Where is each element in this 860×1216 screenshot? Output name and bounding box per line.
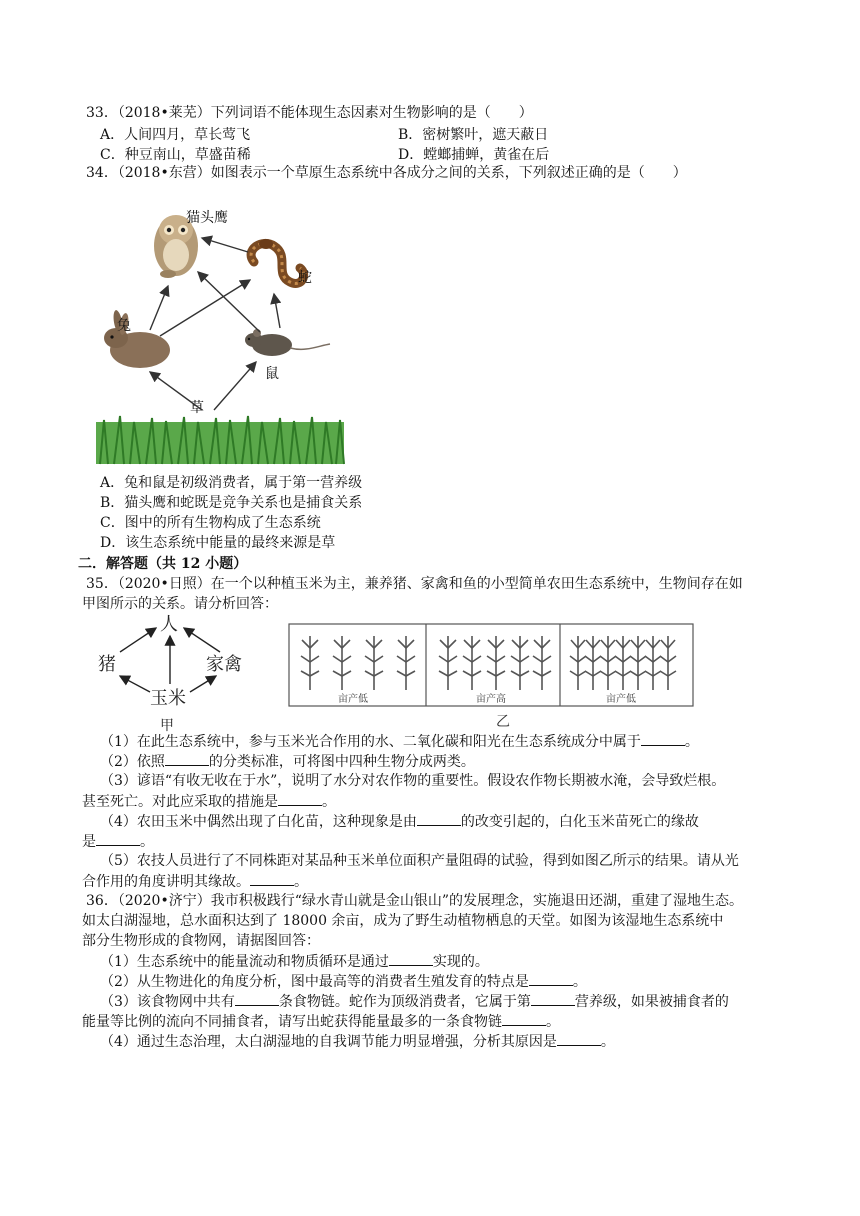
yi-panel1-plants — [301, 636, 415, 690]
rabbit-label: 兔 — [117, 318, 131, 334]
jia-caption: 甲 — [160, 718, 174, 734]
q36-stem-line3: 部分生物形成的食物网，请据图回答： — [82, 933, 320, 949]
yi-panel3-plants — [570, 636, 676, 690]
q35-part3-line2: 甚至死亡。对此应采取的措施是 。 — [82, 794, 336, 810]
q33-option-c: C．种豆南山，草盛苗稀 — [100, 147, 251, 163]
q34-option-d: D．该生态系统中能量的最终来源是草 — [100, 535, 336, 551]
q36-blank-2[interactable] — [529, 972, 573, 986]
q33-option-b: B．密树繁叶，遮天蔽日 — [398, 127, 549, 143]
q36-part4: （4）通过生态治理，太白湖湿地的自我调节能力明显增强，分析其原因是 。 — [100, 1034, 615, 1050]
owl-label: 猫头鹰 — [186, 210, 228, 226]
q36-part3-line1: （3）该食物网中共有 条食物链。蛇作为顶级消费者，它属于第 营养级，如果被捕食者的 — [100, 994, 729, 1010]
q35-part2: （2）依照 的分类标准，可将图中四种生物分成两类。 — [100, 754, 475, 770]
q35-part1: （1）在此生态系统中，参与玉米光合作用的水、二氧化碳和阳光在生态系统成分中属于 。 — [100, 734, 699, 750]
mouse-image — [245, 329, 330, 356]
q35-blank-5[interactable] — [96, 832, 140, 846]
q34-option-b: B．猫头鹰和蛇既是竞争关系也是捕食关系 — [100, 495, 363, 511]
q36-blank-4[interactable] — [531, 992, 575, 1006]
q36-part3-line2: 能量等比例的流向不同捕食者，请写出蛇获得能量最多的一条食物链 。 — [82, 1014, 560, 1030]
section-heading: 二．解答题（共 12 小题） — [78, 556, 248, 572]
jia-corn-label: 玉米 — [150, 688, 186, 709]
grass-label: 草 — [190, 400, 204, 416]
q36-part1: （1）生态系统中的能量流动和物质循环是通过 实现的。 — [100, 954, 489, 970]
q35-blank-3[interactable] — [278, 792, 322, 806]
q35-blank-1[interactable] — [641, 732, 685, 746]
q35-part5-line2: 合作用的角度讲明其缘故。 。 — [82, 874, 308, 890]
q36-blank-6[interactable] — [557, 1032, 601, 1046]
snake-image — [251, 239, 304, 283]
q34-stem: 34．（2018•东营）如图表示一个草原生态系统中各成分之间的关系，下列叙述正确的是（ ） — [86, 165, 687, 181]
q36-part2: （2）从生物进化的角度分析，图中最高等的消费者生殖发育的特点是 。 — [100, 974, 587, 990]
q35-blank-4[interactable] — [417, 812, 461, 826]
q35-part3-line1: （3）谚语“有收无收在于水”，说明了水分对农作物的重要性。假设农作物长期被水淹，会导致烂根。 — [100, 773, 726, 789]
rabbit-image — [104, 309, 170, 368]
q36-stem-line2: 如太白湖湿地，总水面积达到了 18000 余亩，成为了野生动植物栖息的天堂。如图为该湿地生态系统中 — [82, 913, 724, 929]
snake-label: 蛇 — [298, 270, 312, 286]
q34-option-c: C．图中的所有生物构成了生态系统 — [100, 515, 321, 531]
q33-option-a: A．人间四月，草长莺飞 — [100, 127, 251, 143]
yi-panel1-label: 亩产低 — [338, 694, 368, 705]
figure-yi — [288, 618, 696, 730]
q35-part5-line1: （5）农技人员进行了不同株距对某品种玉米单位面积产量阻碍的试验，得到如图乙所示的结果。请从光 — [100, 853, 739, 869]
food-web-figure — [94, 200, 356, 468]
yi-panel3-label: 亩产低 — [606, 694, 636, 705]
jia-arrows — [120, 628, 220, 692]
yi-caption: 乙 — [496, 714, 510, 730]
q33-stem: 33．（2018•莱芜）下列词语不能体现生态因素对生物影响的是（ ） — [86, 105, 533, 121]
yi-corn-plants — [301, 636, 676, 690]
mouse-label: 鼠 — [265, 366, 279, 382]
q36-stem-line1: 36．（2020•济宁）我市积极践行“绿水青山就是金山银山”的发展理念，实施退田还湖，重建了湿地生态。 — [86, 893, 744, 909]
jia-poultry-label: 家禽 — [206, 654, 242, 675]
q34-option-a: A．兔和鼠是初级消费者，属于第一营养级 — [100, 475, 363, 491]
jia-pig-label: 猪 — [98, 654, 116, 675]
jia-person-label: 人 — [160, 614, 178, 635]
q33-option-d: D．螳螂捕蝉，黄雀在后 — [398, 147, 550, 163]
q35-stem-line2: 甲图所示的关系。请分析回答： — [82, 596, 278, 612]
q35-part4-line2: 是 。 — [82, 834, 154, 850]
q35-blank-6[interactable] — [250, 872, 294, 886]
q35-part4-line1: （4）农田玉米中偶然出现了白化苗，这种现象是由 的改变引起的，白化玉米苗死亡的缘故 — [100, 814, 699, 830]
q36-blank-5[interactable] — [502, 1012, 546, 1026]
q35-blank-2[interactable] — [165, 752, 209, 766]
yi-panel2-label: 亩产高 — [476, 694, 506, 705]
grass-image — [96, 416, 344, 464]
q35-stem-line1: 35．（2020•日照）在一个以种植玉米为主，兼养猪、家禽和鱼的小型简单农田生态系统中，生物间存在如 — [86, 576, 743, 592]
figure-jia — [90, 612, 260, 734]
q36-blank-3[interactable] — [235, 992, 279, 1006]
yi-panel2-plants — [439, 636, 551, 690]
q36-blank-1[interactable] — [389, 952, 433, 966]
